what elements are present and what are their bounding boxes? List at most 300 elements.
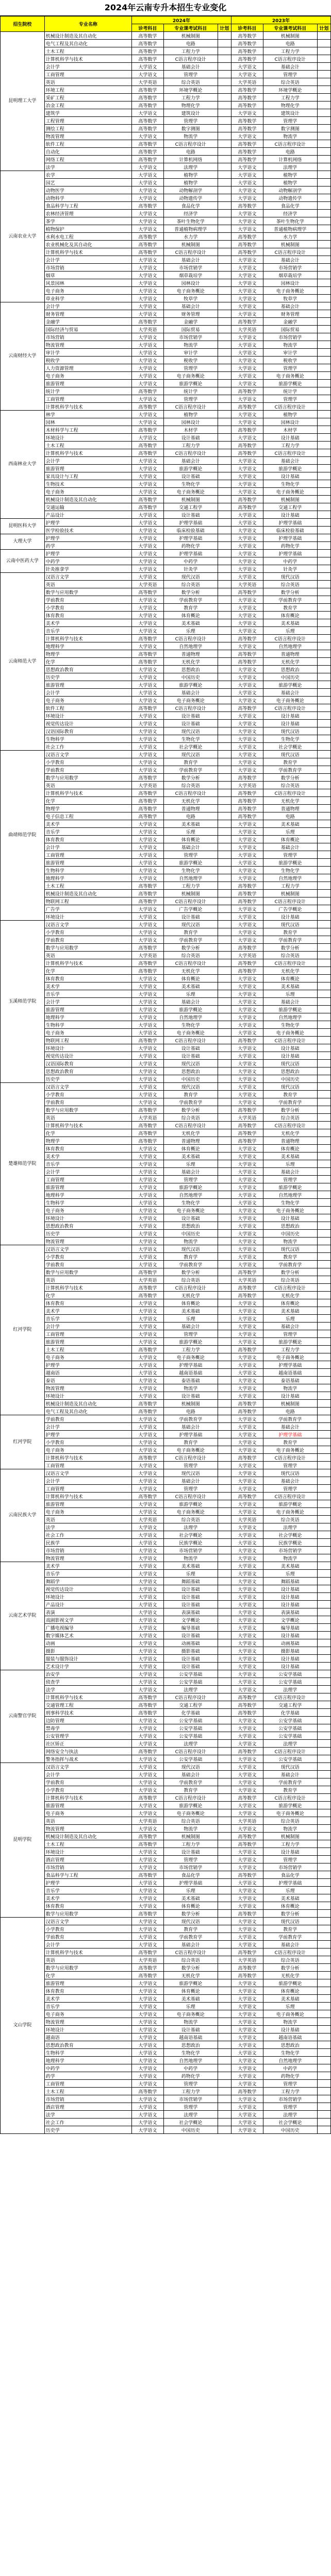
exam-subject-2024: 大学语文	[131, 1075, 163, 1083]
major-course-2023: 法理学	[263, 2111, 317, 2119]
major-name: 数学与应用数学	[44, 588, 131, 596]
plan-2023	[317, 140, 330, 148]
exam-subject-2023: 高等数学	[231, 387, 263, 395]
table-row	[1, 1748, 331, 1755]
plan-2024	[218, 1840, 231, 1848]
major-course-2023: C语言程序设计	[263, 635, 317, 642]
exam-subject-2024: 大学语文	[131, 2049, 163, 2057]
exam-subject-2024: 大学英语	[131, 782, 163, 789]
school-name: 云南民族大学	[1, 1469, 45, 1562]
major-name: 环境设计	[44, 2026, 131, 2033]
major-name: 地理科学	[44, 874, 131, 882]
exam-subject-2023: 大学语文	[231, 936, 263, 944]
plan-2023	[317, 78, 330, 86]
major-name: 机械设计制造及其自动化	[44, 1400, 131, 1408]
table-row	[1, 2103, 331, 2111]
exam-subject-2024: 大学语文	[131, 1191, 163, 1199]
major-name: 体育教育	[44, 1299, 131, 1307]
table-row	[1, 287, 331, 295]
table-row	[1, 635, 331, 642]
exam-subject-2024: 大学语文	[131, 1786, 163, 1794]
table-row	[1, 1338, 331, 1346]
plan-2024	[218, 758, 231, 766]
major-name: 市场营销	[44, 333, 131, 341]
major-name: 电子商务	[44, 1508, 131, 1516]
major-name: 生物科学	[44, 735, 131, 743]
plan-2023	[317, 1639, 330, 1647]
major-course-2024: 动画基础	[163, 1639, 218, 1647]
table-row	[1, 666, 331, 673]
exam-subject-2024: 高等数学	[131, 125, 163, 132]
major-name: 药学	[44, 542, 131, 550]
exam-subject-2024: 大学语文	[131, 1230, 163, 1238]
exam-subject-2023: 大学语文	[231, 1323, 263, 1330]
exam-subject-2023: 大学语文	[231, 1183, 263, 1191]
plan-2023	[317, 1585, 330, 1593]
major-course-2023: 审计学	[263, 349, 317, 357]
plan-2024	[218, 1956, 231, 1964]
major-course-2023: 教育学	[263, 1253, 317, 1261]
exam-subject-2024: 大学语文	[131, 1616, 163, 1624]
exam-subject-2023: 大学语文	[231, 1261, 263, 1268]
major-name: 音乐学	[44, 828, 131, 836]
major-course-2024: 旅游学概论	[163, 1006, 218, 1013]
major-course-2024: 数学分析	[163, 774, 218, 782]
major-course-2024: 思想政治	[163, 1222, 218, 1230]
major-course-2024: 设计基础	[163, 1632, 218, 1639]
school-name: 云南艺术学院	[1, 1562, 45, 1670]
major-course-2023: 机械制图	[263, 32, 317, 40]
plan-2023	[317, 465, 330, 472]
plan-2024	[218, 874, 231, 882]
exam-subject-2024: 高等数学	[131, 318, 163, 326]
major-course-2024: 管理学	[163, 364, 218, 372]
major-name: 物理学	[44, 805, 131, 812]
plan-2023	[317, 1415, 330, 1423]
major-course-2023: 基础会计	[263, 302, 317, 310]
exam-subject-2023: 大学语文	[231, 418, 263, 426]
header-plan-2023: 计划	[317, 24, 330, 32]
plan-2024	[218, 1724, 231, 1732]
major-name: 环境设计	[44, 913, 131, 921]
exam-subject-2024: 高等数学	[131, 156, 163, 163]
plan-2024	[218, 63, 231, 71]
exam-subject-2023: 大学语文	[231, 357, 263, 364]
exam-subject-2024: 大学语文	[131, 1222, 163, 1230]
exam-subject-2023: 大学语文	[231, 1663, 263, 1670]
exam-subject-2024: 高等数学	[131, 117, 163, 125]
plan-2024	[218, 921, 231, 928]
exam-subject-2023: 高等数学	[231, 967, 263, 975]
plan-2023	[317, 503, 330, 511]
plan-2023	[317, 132, 330, 140]
plan-2023	[317, 2103, 330, 2111]
plan-2023	[317, 1732, 330, 1740]
plan-2024	[218, 32, 231, 40]
plan-2024	[218, 1400, 231, 1408]
major-course-2023: 乐理	[263, 828, 317, 836]
exam-subject-2023: 大学语文	[231, 1377, 263, 1384]
major-course-2024: 电路	[163, 812, 218, 820]
plan-2023	[317, 1995, 330, 2003]
major-course-2024: 综合英语	[163, 1956, 218, 1964]
school-name: 云南财经大学	[1, 302, 45, 411]
major-name: 旅游管理	[44, 380, 131, 387]
major-course-2024: 物流学	[163, 132, 218, 140]
exam-subject-2023: 高等数学	[231, 882, 263, 890]
plan-2023	[317, 442, 330, 449]
exam-subject-2023: 大学语文	[231, 1415, 263, 1423]
major-course-2024: 美术基础	[163, 1995, 218, 2003]
exam-subject-2023: 高等数学	[231, 588, 263, 596]
exam-subject-2024: 大学语文	[131, 1485, 163, 1493]
table-row	[1, 843, 331, 851]
exam-subject-2023: 大学语文	[231, 921, 263, 928]
table-row	[1, 1632, 331, 1639]
exam-subject-2023: 高等数学	[231, 805, 263, 812]
plan-2023	[317, 2088, 330, 2095]
plan-2024	[218, 472, 231, 480]
plan-2023	[317, 310, 330, 318]
major-course-2024: 现代汉语	[163, 1060, 218, 1067]
plan-2023	[317, 1701, 330, 1709]
plan-2024	[218, 1639, 231, 1647]
exam-subject-2023: 高等数学	[231, 140, 263, 148]
plan-2024	[218, 812, 231, 820]
major-name: 会计学	[44, 1477, 131, 1485]
exam-subject-2023: 大学语文	[231, 132, 263, 140]
major-course-2023: 公安学基础	[263, 1678, 317, 1686]
major-course-2024: 中国历史	[163, 673, 218, 681]
major-course-2024: 基础会计	[163, 256, 218, 264]
plan-2023	[317, 1485, 330, 1493]
major-course-2024: 中药学	[163, 2064, 218, 2072]
major-course-2024: 教育学	[163, 928, 218, 936]
plan-2024	[218, 403, 231, 411]
exam-subject-2023: 大学语文	[231, 990, 263, 998]
table-row	[1, 2088, 331, 2095]
table-row	[1, 1408, 331, 1415]
table-row	[1, 1369, 331, 1377]
table-row	[1, 2026, 331, 2033]
table-row	[1, 1431, 331, 1438]
major-course-2023: 工程力学	[263, 94, 317, 101]
major-course-2023: 动物遗传学	[263, 194, 317, 202]
table-row	[1, 975, 331, 982]
plan-2024	[218, 1114, 231, 1122]
exam-subject-2024: 大学语文	[131, 720, 163, 727]
exam-subject-2023: 大学语文	[231, 1941, 263, 1948]
exam-subject-2024: 高等数学	[131, 1284, 163, 1292]
exam-subject-2023: 高等数学	[231, 1833, 263, 1840]
major-name: 环境工程	[44, 86, 131, 94]
table-row	[1, 1925, 331, 1933]
plan-2023	[317, 279, 330, 287]
table-row	[1, 1956, 331, 1964]
plan-2023	[317, 1438, 330, 1446]
exam-subject-2023: 高等数学	[231, 125, 263, 132]
plan-2024	[218, 449, 231, 457]
exam-subject-2023: 大学语文	[231, 1608, 263, 1616]
exam-subject-2024: 大学语文	[131, 1523, 163, 1531]
major-course-2023: 旅游学概论	[263, 1006, 317, 1013]
table-row	[1, 820, 331, 828]
major-course-2023: C语言程序设计	[263, 1284, 317, 1292]
major-course-2024: 中国历史	[163, 1230, 218, 1238]
table-row	[1, 465, 331, 472]
plan-2023	[317, 2041, 330, 2049]
exam-subject-2023: 高等数学	[231, 1972, 263, 1979]
exam-subject-2023: 大学语文	[231, 1786, 263, 1794]
exam-subject-2023: 大学语文	[231, 434, 263, 442]
exam-subject-2023: 大学语文	[231, 2010, 263, 2018]
major-course-2024: 体育概论	[163, 1987, 218, 1995]
major-name: 美术学	[44, 1894, 131, 1902]
plan-2023	[317, 194, 330, 202]
major-course-2023: 基础会计	[263, 256, 317, 264]
major-course-2024: 护理学基础	[163, 1361, 218, 1369]
major-course-2024: 美术基础	[163, 1153, 218, 1160]
major-course-2023: 工程力学	[263, 1840, 317, 1848]
plan-2023	[317, 1562, 330, 1570]
major-name: 英语	[44, 1114, 131, 1122]
major-name: 英语	[44, 581, 131, 588]
plan-2024	[218, 1137, 231, 1145]
major-course-2024: 旅游学概论	[163, 1802, 218, 1809]
plan-2023	[317, 101, 330, 109]
table-row	[1, 187, 331, 194]
plan-2023	[317, 1871, 330, 1879]
header-exam-subject-2024: 诊考科目	[131, 24, 163, 32]
major-course-2023: 美术基础	[263, 820, 317, 828]
major-course-2023: 设计基础	[263, 1632, 317, 1639]
major-name: 物联网工程	[44, 897, 131, 905]
major-course-2024: 设计基础	[163, 434, 218, 442]
plan-2024	[218, 1214, 231, 1222]
exam-subject-2024: 大学英语	[131, 581, 163, 588]
plan-2023	[317, 287, 330, 295]
major-course-2023: 教育学	[263, 758, 317, 766]
table-row	[1, 1400, 331, 1408]
table-row	[1, 642, 331, 650]
table-row	[1, 295, 331, 302]
exam-subject-2023: 大学语文	[231, 1029, 263, 1037]
exam-subject-2024: 大学语文	[131, 936, 163, 944]
table-row	[1, 1462, 331, 1469]
plan-2023	[317, 573, 330, 581]
plan-2023	[317, 264, 330, 272]
major-course-2023: 基础会计	[263, 1771, 317, 1778]
table-row	[1, 1477, 331, 1485]
exam-subject-2023: 大学语文	[231, 627, 263, 635]
major-course-2024: 电子商务概论	[163, 697, 218, 704]
major-name: 工商管理	[44, 1485, 131, 1493]
major-name: 汉语言文学	[44, 921, 131, 928]
exam-subject-2023: 大学语文	[231, 187, 263, 194]
plan-2024	[218, 1446, 231, 1454]
table-row	[1, 1647, 331, 1655]
table-row	[1, 1284, 331, 1292]
exam-subject-2024: 大学语文	[131, 1153, 163, 1160]
major-name: 会计学	[44, 1771, 131, 1778]
exam-subject-2023: 大学语文	[231, 163, 263, 171]
plan-2023	[317, 156, 330, 163]
table-row	[1, 1114, 331, 1122]
exam-subject-2023: 大学语文	[231, 1639, 263, 1647]
major-name: 环境设计	[44, 1593, 131, 1601]
major-name: 音乐学	[44, 627, 131, 635]
header-school: 招生院校	[1, 16, 45, 32]
plan-2023	[317, 697, 330, 704]
major-course-2024: 旅游学概论	[163, 681, 218, 689]
plan-2023	[317, 1778, 330, 1786]
exam-subject-2023: 大学语文	[231, 2119, 263, 2126]
exam-subject-2024: 大学语文	[131, 341, 163, 349]
exam-subject-2023: 大学语文	[231, 457, 263, 465]
exam-subject-2024: 高等数学	[131, 1137, 163, 1145]
major-course-2024: 体育概论	[163, 612, 218, 619]
exam-subject-2024: 大学语文	[131, 302, 163, 310]
table-row	[1, 264, 331, 272]
major-course-2024: 广告学概论	[163, 905, 218, 913]
major-course-2024: 综合英语	[163, 78, 218, 86]
major-course-2024: 园林设计	[163, 279, 218, 287]
table-row	[1, 959, 331, 967]
table-row	[1, 1261, 331, 1268]
plan-2023	[317, 1902, 330, 1910]
plan-2023	[317, 565, 330, 573]
major-course-2023: 护理学基础	[263, 550, 317, 557]
exam-subject-2023: 大学语文	[231, 1856, 263, 1863]
major-course-2024: 烟草栽培学	[163, 272, 218, 279]
major-course-2023: 管理学	[263, 851, 317, 859]
plan-2023	[317, 1941, 330, 1948]
major-name: 护理学	[44, 519, 131, 527]
major-course-2024: 法理学	[163, 1740, 218, 1748]
plan-2024	[218, 241, 231, 248]
exam-subject-2023: 大学语文	[231, 751, 263, 758]
table-row	[1, 627, 331, 635]
exam-subject-2023: 大学语文	[231, 542, 263, 550]
major-course-2024: 现代汉语	[163, 1469, 218, 1477]
major-name: 音乐学	[44, 2003, 131, 2010]
major-name: 中药学	[44, 2064, 131, 2072]
table-row	[1, 2064, 331, 2072]
table-row	[1, 1230, 331, 1238]
plan-2023	[317, 1794, 330, 1802]
table-row	[1, 1176, 331, 1183]
major-course-2023: 市场营销学	[263, 264, 317, 272]
table-row	[1, 241, 331, 248]
plan-2024	[218, 156, 231, 163]
major-course-2023: 牧草学	[263, 295, 317, 302]
table-row	[1, 217, 331, 225]
major-course-2023: C语言程序设计	[263, 789, 317, 797]
exam-subject-2023: 高等数学	[231, 1493, 263, 1500]
major-name: 电子商务	[44, 1446, 131, 1454]
major-course-2023: 基础会计	[263, 1168, 317, 1176]
exam-subject-2024: 高等数学	[131, 1709, 163, 1717]
table-row	[1, 681, 331, 689]
exam-subject-2024: 大学语文	[131, 179, 163, 187]
plan-2024	[218, 982, 231, 990]
plan-2024	[218, 527, 231, 534]
header-row-1	[1, 16, 331, 24]
major-name: 会计学	[44, 1423, 131, 1431]
major-name: 水利水电工程	[44, 233, 131, 241]
plan-2023	[317, 256, 330, 264]
major-name: 环境设计	[44, 1392, 131, 1400]
plan-2023	[317, 1554, 330, 1562]
major-course-2023: 法理学	[263, 1523, 317, 1531]
plan-2023	[317, 843, 330, 851]
major-name: 思想政治教育	[44, 666, 131, 673]
table-row	[1, 2080, 331, 2088]
table-row	[1, 1879, 331, 1887]
exam-subject-2023: 高等数学	[231, 959, 263, 967]
major-course-2024: C语言程序设计	[163, 403, 218, 411]
major-course-2024: 设计基础	[163, 712, 218, 720]
major-course-2023: 体育概论	[263, 836, 317, 843]
major-name: 广播电视编导	[44, 1624, 131, 1632]
major-course-2023: C语言程序设计	[263, 1794, 317, 1802]
major-course-2023: 物流学	[263, 1238, 317, 1245]
plan-2024	[218, 326, 231, 333]
plan-2024	[218, 1044, 231, 1052]
table-row	[1, 1918, 331, 1925]
plan-2023	[317, 1663, 330, 1670]
exam-subject-2024: 大学语文	[131, 867, 163, 874]
plan-2023	[317, 588, 330, 596]
major-name: 小学教育	[44, 604, 131, 612]
major-course-2023: 设计基础	[263, 1214, 317, 1222]
major-course-2024: 教育学	[163, 1091, 218, 1098]
major-course-2024: 护理学基础	[163, 534, 218, 542]
table-row	[1, 380, 331, 387]
exam-subject-2023: 大学语文	[231, 1570, 263, 1578]
exam-subject-2023: 大学语文	[231, 1253, 263, 1261]
major-course-2024: 公安学基础	[163, 1670, 218, 1678]
major-course-2024: 舞蹈基础	[163, 1578, 218, 1585]
exam-subject-2024: 大学语文	[131, 1663, 163, 1670]
major-course-2023: 无机化学	[263, 658, 317, 666]
exam-subject-2023: 大学语文	[231, 511, 263, 519]
plan-2023	[317, 921, 330, 928]
plan-2023	[317, 1454, 330, 1462]
major-course-2024: 思想政治	[163, 666, 218, 673]
table-row	[1, 542, 331, 550]
major-course-2023: 管理学	[263, 71, 317, 78]
major-name: 汉语言文学	[44, 751, 131, 758]
major-course-2023: 现代汉语	[263, 1763, 317, 1771]
exam-subject-2023: 大学语文	[231, 712, 263, 720]
exam-subject-2023: 大学英语	[231, 1956, 263, 1964]
plan-2023	[317, 1122, 330, 1129]
major-course-2023: 无机化学	[263, 967, 317, 975]
major-course-2024: 基础会计	[163, 689, 218, 697]
table-row	[1, 1346, 331, 1353]
major-course-2023: 无机化学	[263, 797, 317, 805]
plan-2023	[317, 1261, 330, 1268]
major-course-2024: 电子商务概论	[163, 1353, 218, 1361]
major-course-2023: 生物化学	[263, 735, 317, 743]
exam-subject-2024: 高等数学	[131, 944, 163, 952]
table-row	[1, 326, 331, 333]
plan-2023	[317, 1833, 330, 1840]
plan-2024	[218, 202, 231, 210]
plan-2023	[317, 1021, 330, 1029]
major-name: 土木工程	[44, 47, 131, 55]
